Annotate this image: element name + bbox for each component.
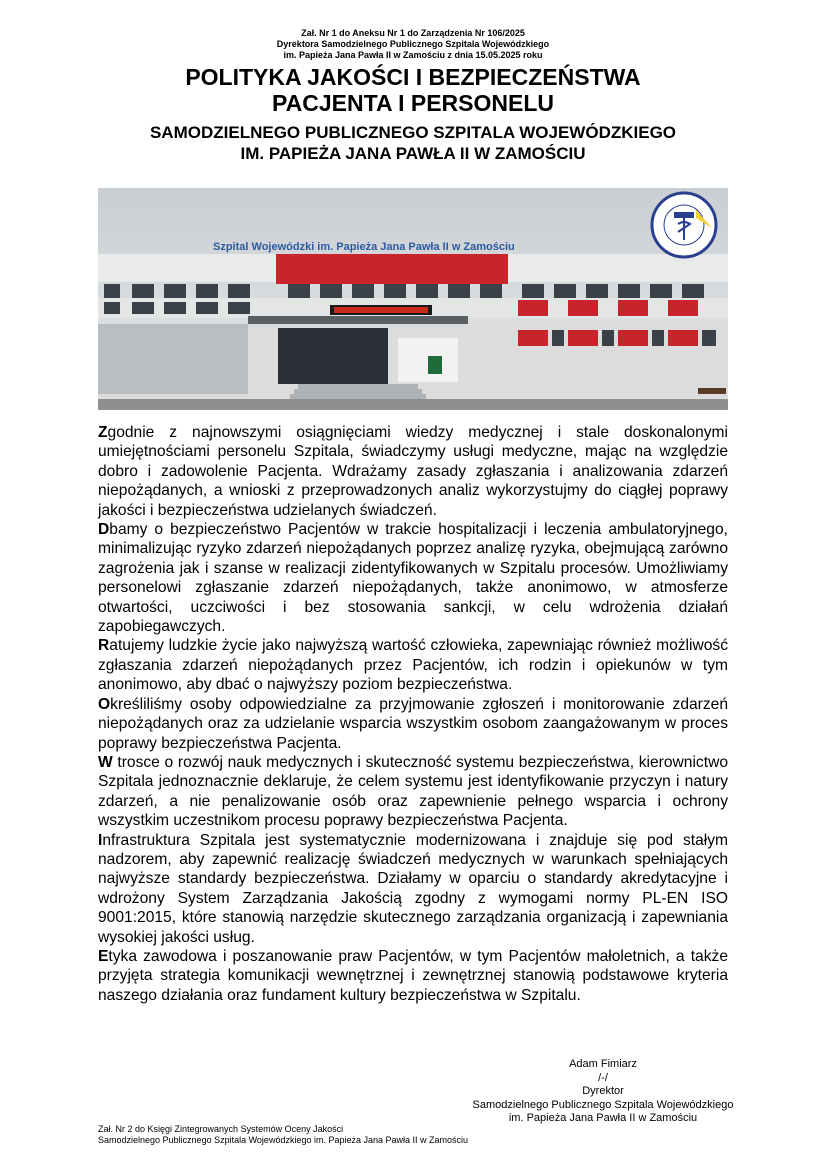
document-title — [0, 64, 826, 116]
paragraph-initial: O — [98, 695, 111, 713]
document-subtitle — [0, 122, 826, 164]
paragraph-2 — [98, 520, 728, 636]
paragraph-text: godnie z najnowszymi osiągnięciami wiedzy medycznej i stale doskonalonymi umiejętnościami personelu Szpitala, świadczymy usługi medyczne, mając na względzie dobro i zadowolenie Pacjenta. Wdrażamy zasady zgłaszania i analizowania zdarzeń niepożądanych, a wnioski z przeprowadzonych analiz wykorzystujmy do ciągłej poprawy jakości i bezpieczeństwa udzielanych świadczeń. — [98, 424, 728, 519]
paragraph-initial: W — [98, 753, 113, 771]
signatory-org-line-1: Samodzielnego Publicznego Szpitala Wojewódzkiego — [472, 1098, 734, 1111]
paragraph-text: trosce o rozwój nauk medycznych i skuteczność systemu bezpieczeństwa, kierownictwo Szpitala jednoznacznie deklaruje, że celem systemu jest identyfikowanie przyczyn i natury zdarzeń, a nie penalizowanie osób oraz zapewnienie pełnego wsparcia i ochrony wszystkim uczestnikom procesu poprawy bezpieczeństwa Pacjenta. — [98, 753, 728, 830]
footer-note — [98, 1124, 698, 1146]
paragraph-4 — [98, 695, 728, 753]
title-line-1: POLITYKA JAKOŚCI I BEZPIECZEŃSTWA — [185, 64, 641, 90]
paragraph-1 — [98, 423, 728, 520]
paragraph-initial: E — [98, 947, 109, 965]
paragraph-text: atujemy ludzkie życie jako najwyższą wartość człowieka, zapewniając również możliwość zgłaszania zdarzeń niepożądanych przez Pacjentów, ich rodzin i opiekunów w tym anonimowo, aby dbać o najwyższy poziom bezpieczeństwa. — [98, 637, 728, 694]
policy-body — [98, 423, 728, 1005]
footer-line-2: Samodzielnego Publicznego Szpitala Wojewódzkiego im. Papieża Jana Pawła II w Zamościu — [98, 1135, 469, 1145]
paragraph-initial: I — [98, 831, 103, 849]
paragraph-initial: D — [98, 521, 110, 539]
annex-note-line-1: Zał. Nr 1 do Aneksu Nr 1 do Zarządzenia Nr 106/2025 — [301, 28, 525, 38]
paragraph-7 — [98, 947, 728, 1005]
hospital-building-illustration — [98, 188, 728, 410]
signatory-role: Dyrektor — [582, 1085, 624, 1097]
paragraph-5 — [98, 753, 728, 831]
signature-block — [470, 1058, 736, 1126]
hospital-seal-icon — [652, 193, 716, 257]
signatory-name: Adam Fimiarz — [569, 1058, 637, 1070]
annex-note — [0, 28, 826, 61]
paragraph-text: kreśliliśmy osoby odpowiedzialne za przyjmowanie zgłoszeń i monitorowanie zdarzeń niepożądanych oraz za udzielanie wsparcia wszystkim osobom zaangażowanym w proces poprawy bezpieczeństwa Pacjenta. — [98, 695, 728, 752]
signature-mark: /-/ — [598, 1071, 608, 1084]
subtitle-line-1: SAMODZIELNEGO PUBLICZNEGO SZPITALA WOJEWÓDZKIEGO — [149, 123, 677, 142]
paragraph-text: nfrastruktura Szpitala jest systematycznie modernizowana i znajduje się pod stałym nadzorem, aby zapewnić realizację świadczeń medycznych w warunkach spełniających najwyższe standardy bezpieczeństwa. Działamy w oparciu o standardy akredytacyjne i wdrożony System Zarządzania Jakością zgodny z wymogami normy PL-EN ISO 9001:2015, które stanowią narzędzie skutecznego zarządzania organizacją i zapewniania wysokiej jakości usług. — [98, 831, 728, 946]
footer-line-1: Zał. Nr 2 do Księgi Zintegrowanych Systemów Oceny Jakości — [98, 1124, 344, 1134]
hospital-building-photo — [98, 188, 728, 410]
paragraph-3 — [98, 636, 728, 694]
paragraph-initial: R — [98, 637, 110, 655]
annex-note-line-2: Dyrektora Samodzielnego Publicznego Szpitala Wojewódzkiego — [276, 39, 550, 49]
paragraph-initial: Z — [98, 424, 108, 441]
paragraph-6 — [98, 831, 728, 947]
building-sign: Szpital Wojewódzki im. Papieża Jana Pawła II w Zamościu — [213, 241, 515, 253]
subtitle-line-2: IM. PAPIEŻA JANA PAWŁA II W ZAMOŚCIU — [240, 144, 586, 163]
paragraph-text: tyka zawodowa i poszanowanie praw Pacjentów, w tym Pacjentów małoletnich, a także przyjęta strategia komunikacji wewnętrznej i zewnętrznej stanowią podstawowe kryteria naszego działania oraz fundament kultury bezpieczeństwa w Szpitalu. — [98, 947, 728, 1004]
signatory-org-line-2: im. Papieża Jana Pawła II w Zamościu — [508, 1112, 698, 1124]
paragraph-text: bamy o bezpieczeństwo Pacjentów w trakcie hospitalizacji i leczenia ambulatoryjnego, minimalizując ryzyko zdarzeń niepożądanych poprzez analizę ryzyka, obejmującą zarówno zagrożenia jak i szanse w realizacji zidentyfikowanych w Szpitalu procesów. Umożliwiamy personelowi zgłaszanie zdarzeń niepożądanych, także anonimowo, w atmosferze otwartości, uczciwości i bez stosowania sankcji, w celu wdrożenia działań zapobiegawczych. — [98, 521, 728, 636]
annex-note-line-3: im. Papieża Jana Pawła II w Zamościu z dnia 15.05.2025 roku — [283, 50, 543, 60]
red-facade-panel — [276, 254, 508, 284]
title-line-2: PACJENTA I PERSONELU — [272, 90, 554, 116]
